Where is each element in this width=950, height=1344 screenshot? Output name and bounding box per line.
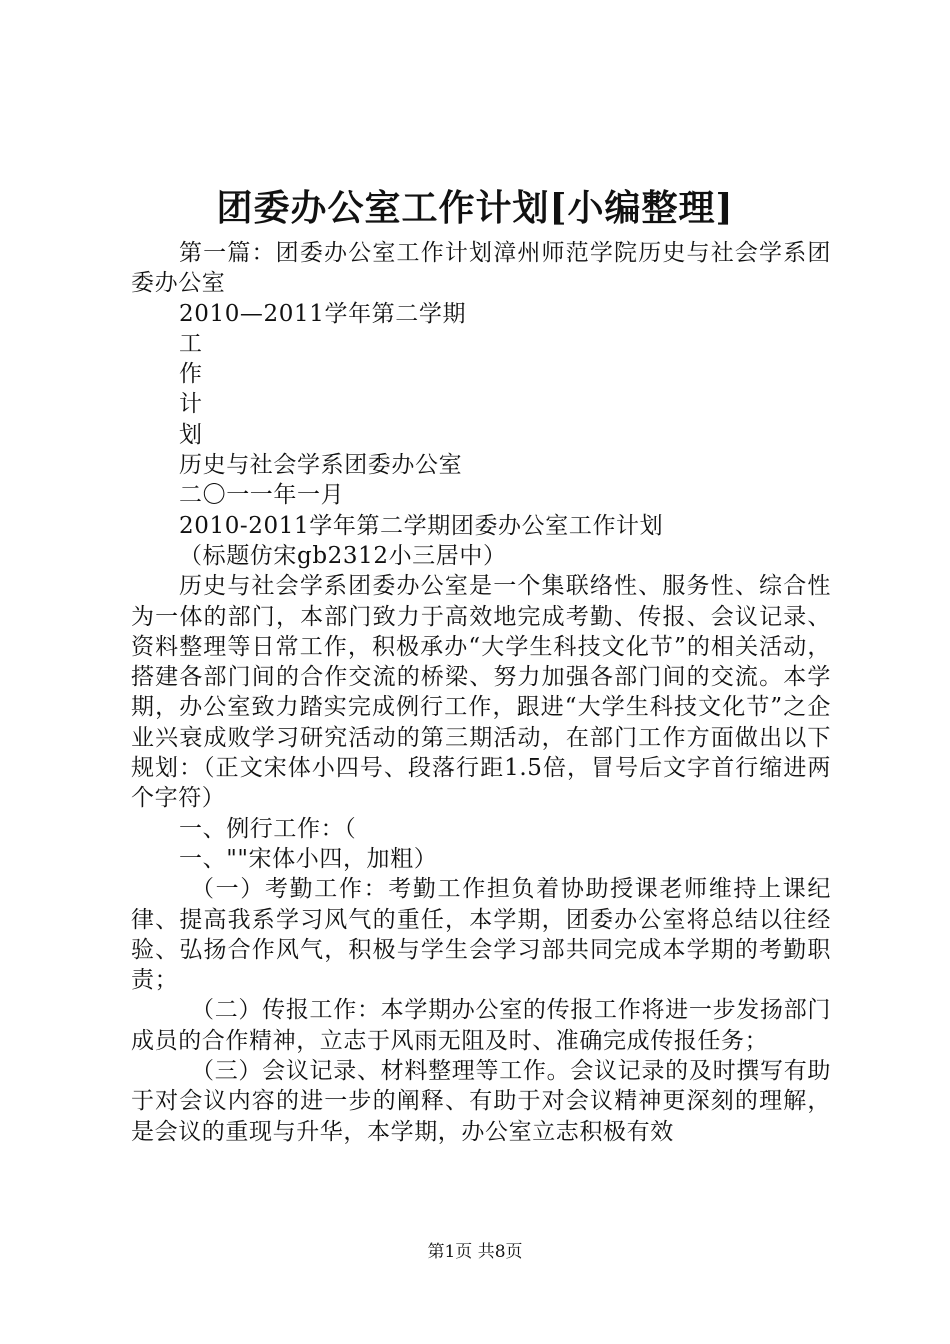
paragraph-section-note: 一、""宋体小四，加粗） (179, 845, 438, 872)
paragraph-reporting: （二）传报工作：本学期办公室的传报工作将进一步发扬部门成员的合作精神，立志于风雨无阻及时、准确完成传报任务； (131, 997, 831, 1054)
paragraph-char-zuo: 作 (179, 361, 203, 388)
paragraph-semester: 2010—2011学年第二学期 (179, 300, 467, 327)
document-title: 团委办公室工作计划[小编整理] (216, 187, 734, 229)
paragraph-department: 历史与社会学系团委办公室 (179, 452, 463, 479)
paragraph-meeting-records: （三）会议记录、材料整理等工作。会议记录的及时撰写有助于对会议内容的进一步的阐释、有助于对会议精神更深刻的理解，是会议的重现与升华，本学期，办公室立志积极有效 (131, 1058, 831, 1145)
document-body (131, 238, 831, 1147)
paragraph-attendance: （一）考勤工作：考勤工作担负着协助授课老师维持上课纪律、提高我系学习风气的重任，本学期，团委办公室将总结以往经验、弘扬合作风气，积极与学生会学习部共同完成本学期的考勤职责； (131, 876, 831, 994)
paragraph-title-note: （标题仿宋gb2312小三居中） (179, 542, 507, 569)
paragraph-plan-title: 2010-2011学年第二学期团委办公室工作计划 (179, 512, 664, 539)
paragraph-char-ji: 计 (179, 391, 203, 418)
paragraph-intro: 第一篇：团委办公室工作计划漳州师范学院历史与社会学系团委办公室 (131, 240, 831, 297)
paragraph-overview: 历史与社会学系团委办公室是一个集联络性、服务性、综合性为一体的部门，本部门致力于高效地完成考勤、传报、会议记录、资料整理等日常工作，积极承办“大学生科技文化节”的相关活动，搭建各部门间的合作交流的桥梁、努力加强各部门间的交流。本学期，办公室致力踏实完成例行工作，跟进“大学生科技文化节”之企业兴衰成败学习研究活动的第三期活动，在部门工作方面做出以下规划：（正文宋体小四号、段落行距1.5倍，冒号后文字首行缩进两个字符） (131, 573, 831, 812)
paragraph-char-hua: 划 (179, 421, 203, 448)
paragraph-section-heading: 一、例行工作：（ (179, 815, 357, 842)
page-number-footer: 第1页 共8页 (427, 1242, 523, 1262)
paragraph-char-gong: 工 (179, 330, 203, 357)
paragraph-date: 二〇一一年一月 (179, 482, 345, 509)
